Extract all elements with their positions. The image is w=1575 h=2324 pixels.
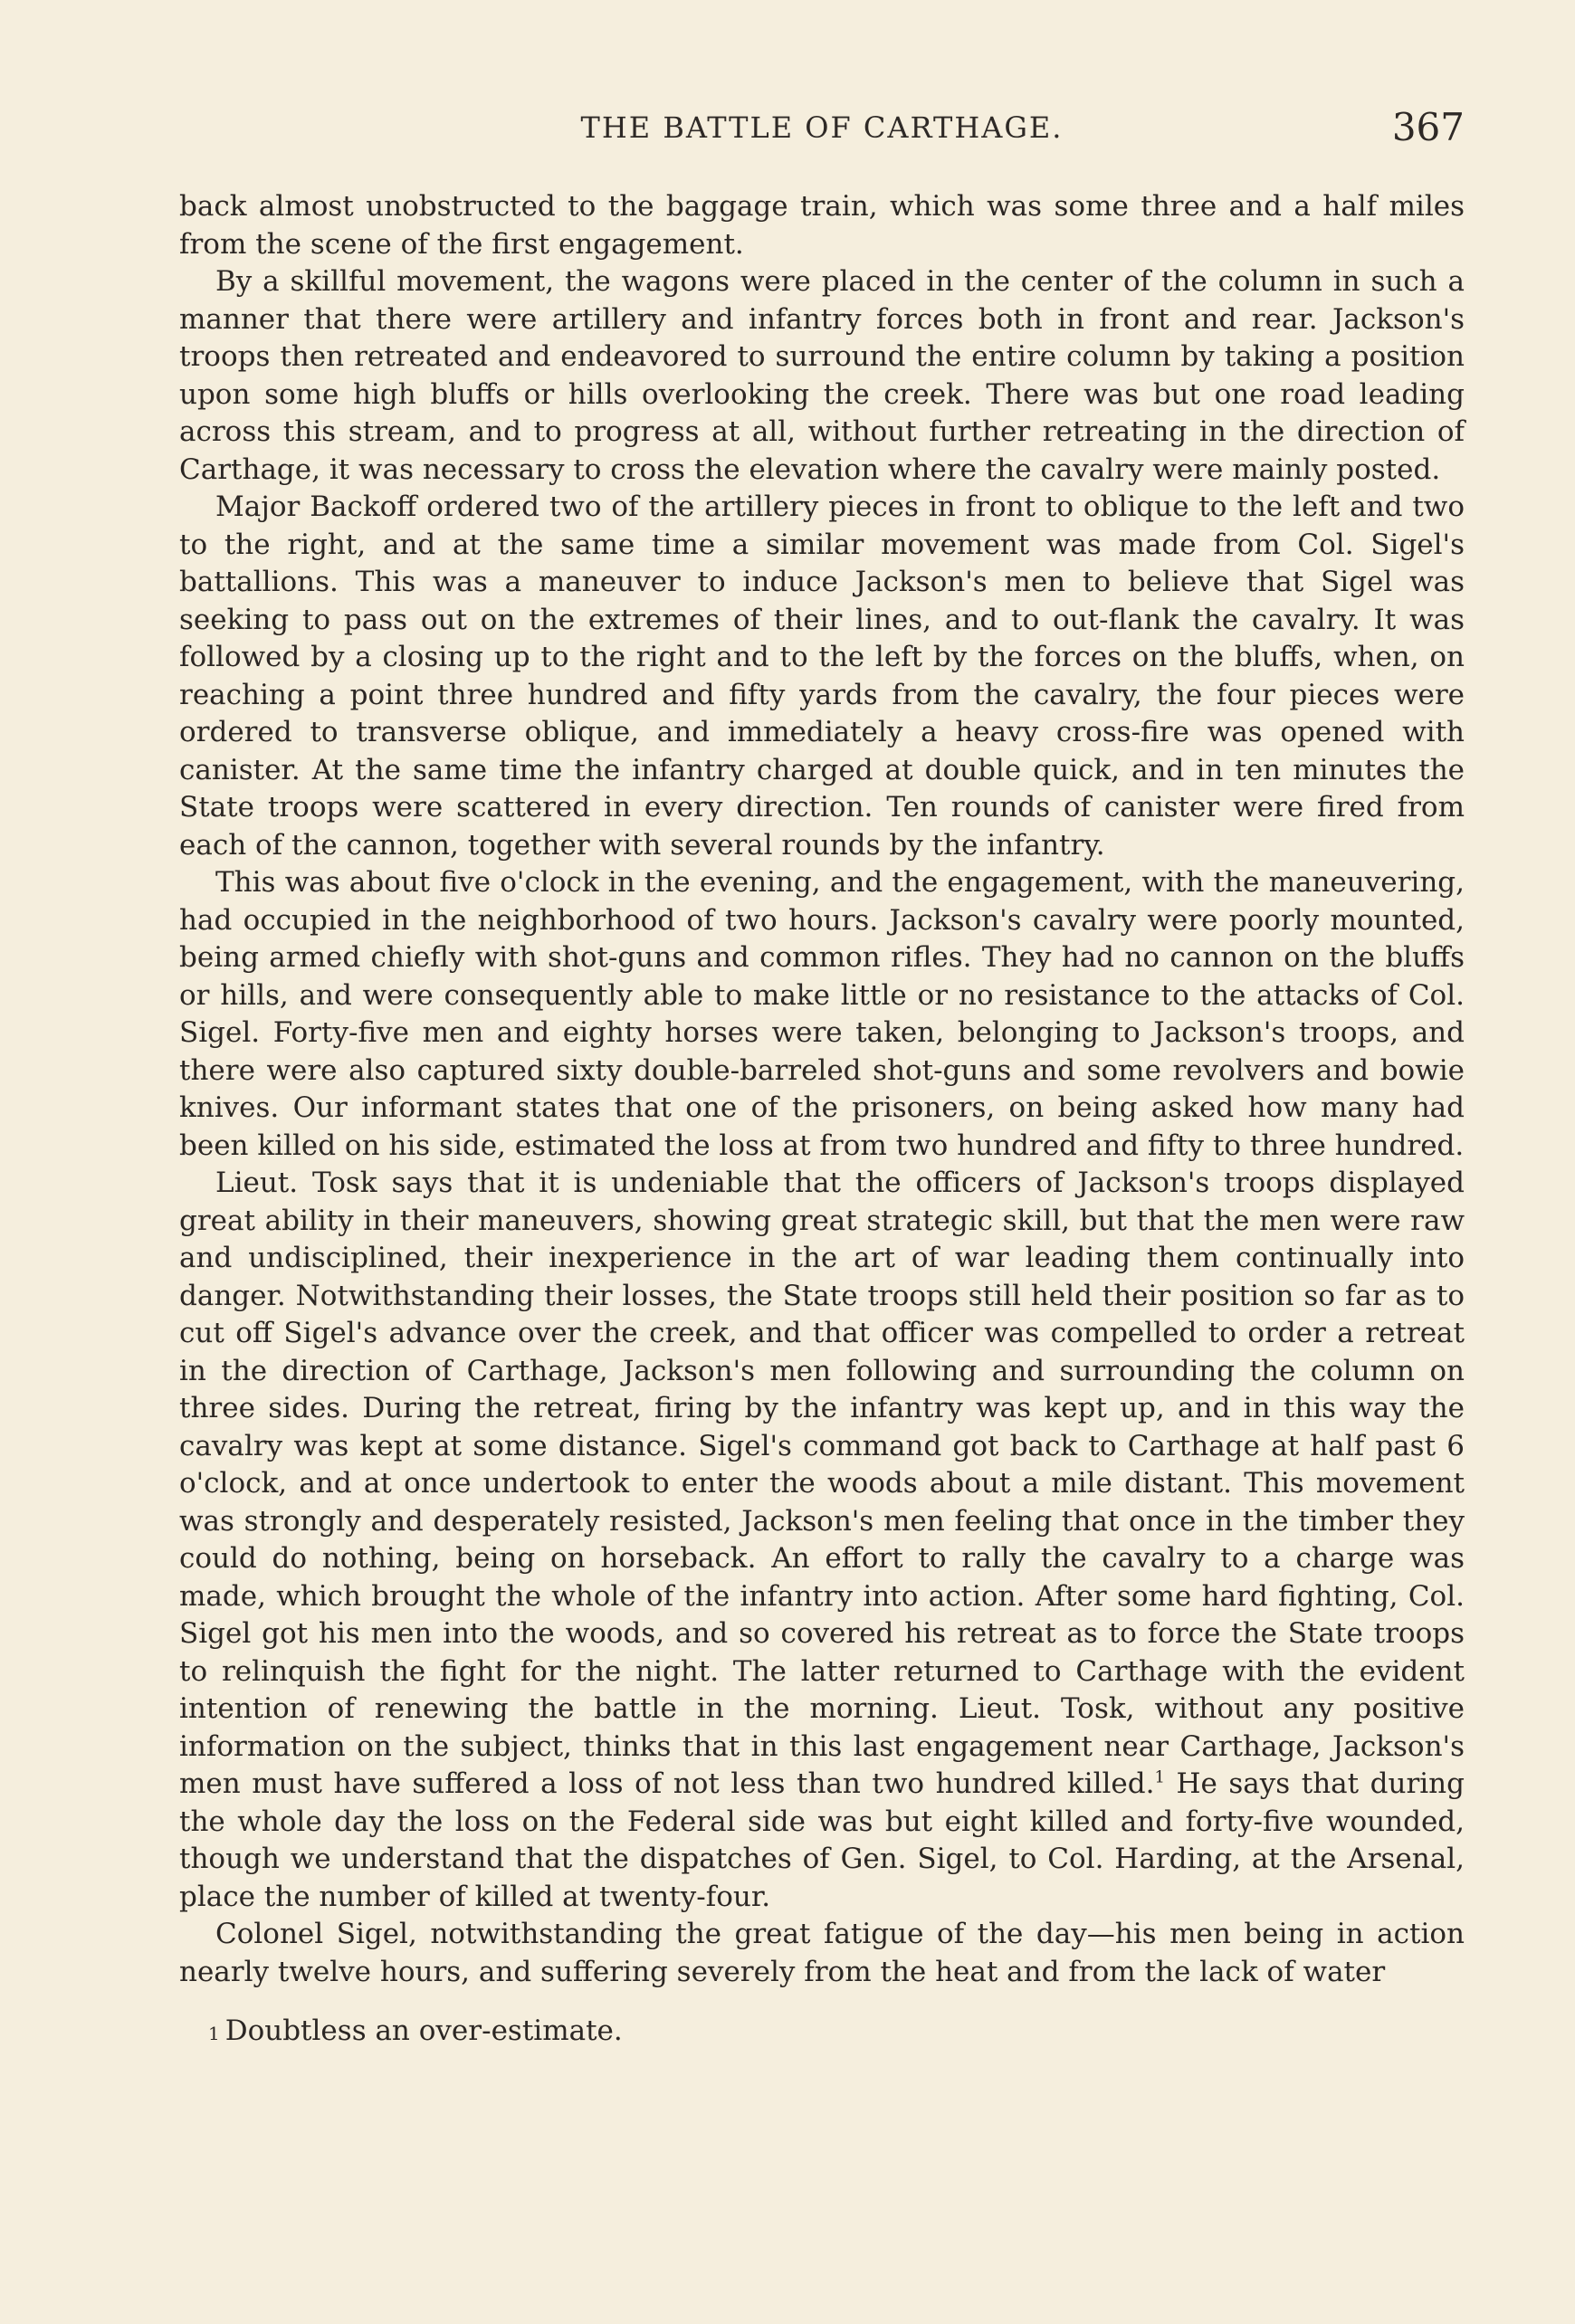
paragraph-3: Major Backoff ordered two of the artillery pieces in front to oblique to the left and two to the right, and at the same time a similar movement was made from Col. Sigel's battallions. This was a maneuver to induce Jackson's men to believe that Sigel was seeking to pass out on the extremes of their lines, and to out-flank the cavalry. It was followed by a closing up to the right and to the left by the forces on the bluffs, when, on reaching a point three hundred and fifty yards from the cavalry, the four pieces were ordered to transverse oblique, and immediately a heavy cross-fire was opened with canister. At the same time the infantry charged at double quick, and in ten minutes the State troops were scattered in every direction. Ten rounds of canister were fired from each of the cannon, together with several rounds by the infantry. <box>179 491 1465 862</box>
footnote-marker: 1 <box>208 2023 220 2044</box>
body-text <box>179 188 1465 1991</box>
footnote-text: Doubtless an over-estimate. <box>224 2014 623 2047</box>
running-head <box>179 105 1465 165</box>
footnote-reference: 1 <box>1154 1767 1165 1787</box>
paragraph-2: By a skillful movement, the wagons were placed in the center of the column in such a manner that there were artillery and infantry forces both in front and rear. Jackson's troops then retreated and endeavored to surround the entire column by taking a position upon some high bluffs or hills overlooking the creek. There was but one road leading across this stream, and to progress at all, without further retreating in the direction of Carthage, it was necessary to cross the elevation where the cavalry were mainly posted. <box>179 265 1465 486</box>
paragraph-5 <box>179 1165 1465 1916</box>
paragraph-1: back almost unobstructed to the baggage train, which was some three and a half miles from the scene of the first engagement. <box>179 190 1465 261</box>
running-head-title: THE BATTLE OF CARTHAGE. <box>580 110 1064 145</box>
footnote <box>208 2014 1457 2047</box>
page-number: 367 <box>1391 105 1465 149</box>
paragraph-6: Colonel Sigel, notwithstanding the great fatigue of the day—his men being in action nearly twelve hours, and suffering severely from the heat and from the lack of water <box>179 1918 1465 1988</box>
paragraph-5-continued: He says that during the whole day the loss on the Federal side was but eight killed and forty-five wounded, though we understand that the dispatches of Gen. Sigel, to Col. Harding, at the Arsenal, place the number of killed at twenty-four. <box>179 1767 1465 1913</box>
paragraph-4: This was about five o'clock in the evening, and the engagement, with the maneuvering, had occupied in the neighborhood of two hours. Jackson's cavalry were poorly mounted, being armed chiefly with shot-guns and common rifles. They had no cannon on the bluffs or hills, and were consequently able to make little or no resistance to the attacks of Col. Sigel. Forty-five men and eighty horses were taken, belonging to Jackson's troops, and there were also captured sixty double-barreled shot-guns and some revolvers and bowie knives. Our informant states that one of the prisoners, on being asked how many had been killed on his side, estimated the loss at from two hundred and fifty to three hundred. <box>179 866 1465 1162</box>
paragraph-5-text: Lieut. Tosk says that it is undeniable that the officers of Jackson's troops displayed great ability in their maneuvers, showing great strategic skill, but that the men were raw and undisciplined, their inexperience in the art of war leading them continually into danger. Notwithstanding their losses, the State troops still held their position so far as to cut off Sigel's advance over the creek, and that officer was compelled to order a retreat in the direction of Carthage, Jackson's men following and surrounding the column on three sides. During the retreat, firing by the infantry was kept up, and in this way the cavalry was kept at some distance. Sigel's command got back to Carthage at half past 6 o'clock, and at once undertook to enter the woods about a mile distant. This movement was strongly and desperately resisted, Jackson's men feeling that once in the timber they could do nothing, being on horseback. An effort to rally the cavalry to a charge was made, which brought the whole of the infantry into action. After some hard fighting, Col. Sigel got his men into the woods, and so covered his retreat as to force the State troops to relinquish the fight for the night. The latter returned to Carthage with the evident intention of renewing the battle in the morning. Lieut. Tosk, without any positive information on the subject, thinks that in this last engagement near Carthage, Jackson's men must have suffered a loss of not less than two hundred killed. <box>179 1167 1465 1800</box>
